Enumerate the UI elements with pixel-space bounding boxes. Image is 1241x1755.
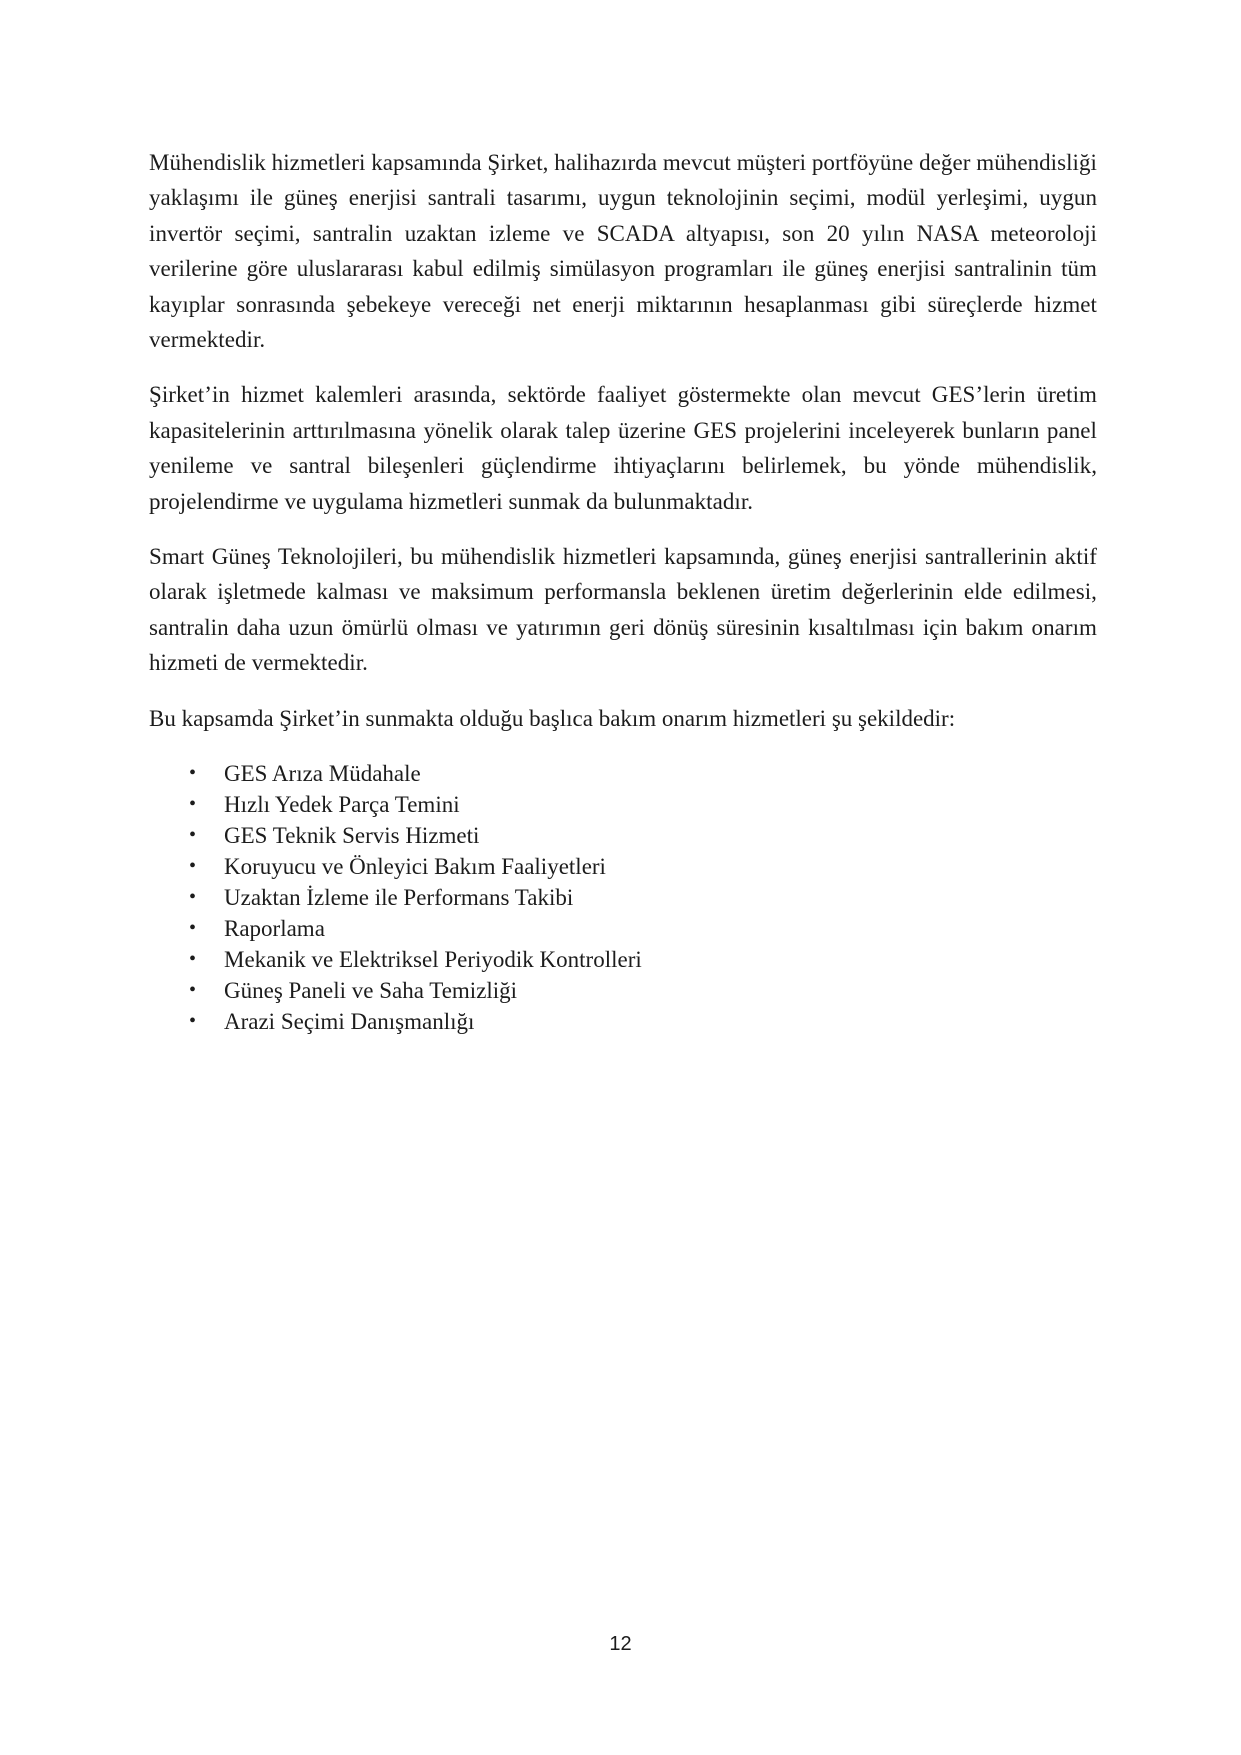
paragraph-list-intro: Bu kapsamda Şirket’in sunmakta olduğu başlıca bakım onarım hizmetleri şu şekildedir: xyxy=(149,705,956,731)
list-item-text: Raporlama xyxy=(224,916,325,942)
bullet-icon: • xyxy=(189,886,197,909)
list-item xyxy=(149,975,1097,1006)
paragraph-maintenance: Smart Güneş Teknolojileri, bu mühendislik hizmetleri kapsamında, güneş enerjisi santrallerinin aktif olarak işletmede kalması ve maksimum performansla beklenen üretim değerlerinin elde edilmesi, santralin daha uzun ömürlü olması ve yatırımın geri dönüş süresinin kısaltılması için bakım onarım hizmeti de vermektedir. xyxy=(149,544,1097,676)
bullet-icon: • xyxy=(189,1010,197,1033)
bullet-icon: • xyxy=(189,917,197,940)
list-item-text: Arazi Seçimi Danışmanlığı xyxy=(224,1009,475,1035)
paragraph-engineering-services: Mühendislik hizmetleri kapsamında Şirket, halihazırda mevcut müşteri portföyüne değer mühendisliği yaklaşımı ile güneş enerjisi santrali tasarımı, uygun teknolojinin seçimi, modül yerleşimi, uygun invertör seçimi, santralin uzaktan izleme ve SCADA altyapısı, son 20 yılın NASA meteoroloji verilerine göre uluslararası kabul edilmiş simülasyon programları ile güneş enerjisi santralinin tüm kayıplar sonrasında şebekeye vereceği net enerji miktarının hesaplanması gibi süreçlerde hizmet vermektedir. xyxy=(149,150,1097,353)
list-item-text: GES Arıza Müdahale xyxy=(224,761,421,787)
bullet-icon: • xyxy=(189,855,197,878)
list-item-text: Mekanik ve Elektriksel Periyodik Kontrolleri xyxy=(224,947,642,973)
list-item-text: Hızlı Yedek Parça Temini xyxy=(224,792,460,818)
bullet-icon: • xyxy=(189,762,197,785)
list-item xyxy=(149,851,1097,882)
paragraph-service-items: Şirket’in hizmet kalemleri arasında, sektörde faaliyet göstermekte olan mevcut GES’lerin üretim kapasitelerinin arttırılmasına yönelik olarak talep üzerine GES projelerini inceleyerek bunların panel yenileme ve santral bileşenleri güçlendirme ihtiyaçlarını belirlemek, bu yönde mühendislik, projelendirme ve uygulama hizmetleri sunmak da bulunmaktadır. xyxy=(149,382,1097,514)
list-item xyxy=(149,944,1097,975)
list-item xyxy=(149,789,1097,820)
maintenance-services-list xyxy=(149,758,1097,1037)
list-item xyxy=(149,882,1097,913)
bullet-icon: • xyxy=(189,979,197,1002)
list-item xyxy=(149,758,1097,789)
page-content xyxy=(149,145,1097,1037)
bullet-icon: • xyxy=(189,793,197,816)
bullet-icon: • xyxy=(189,948,197,971)
list-item-text: GES Teknik Servis Hizmeti xyxy=(224,823,480,849)
list-item-text: Uzaktan İzleme ile Performans Takibi xyxy=(224,885,574,911)
list-item xyxy=(149,820,1097,851)
list-item-text: Koruyucu ve Önleyici Bakım Faaliyetleri xyxy=(224,854,606,880)
list-item xyxy=(149,1006,1097,1037)
bullet-icon: • xyxy=(189,824,197,847)
list-item xyxy=(149,913,1097,944)
page-number: 12 xyxy=(609,1633,632,1655)
list-item-text: Güneş Paneli ve Saha Temizliği xyxy=(224,978,518,1004)
